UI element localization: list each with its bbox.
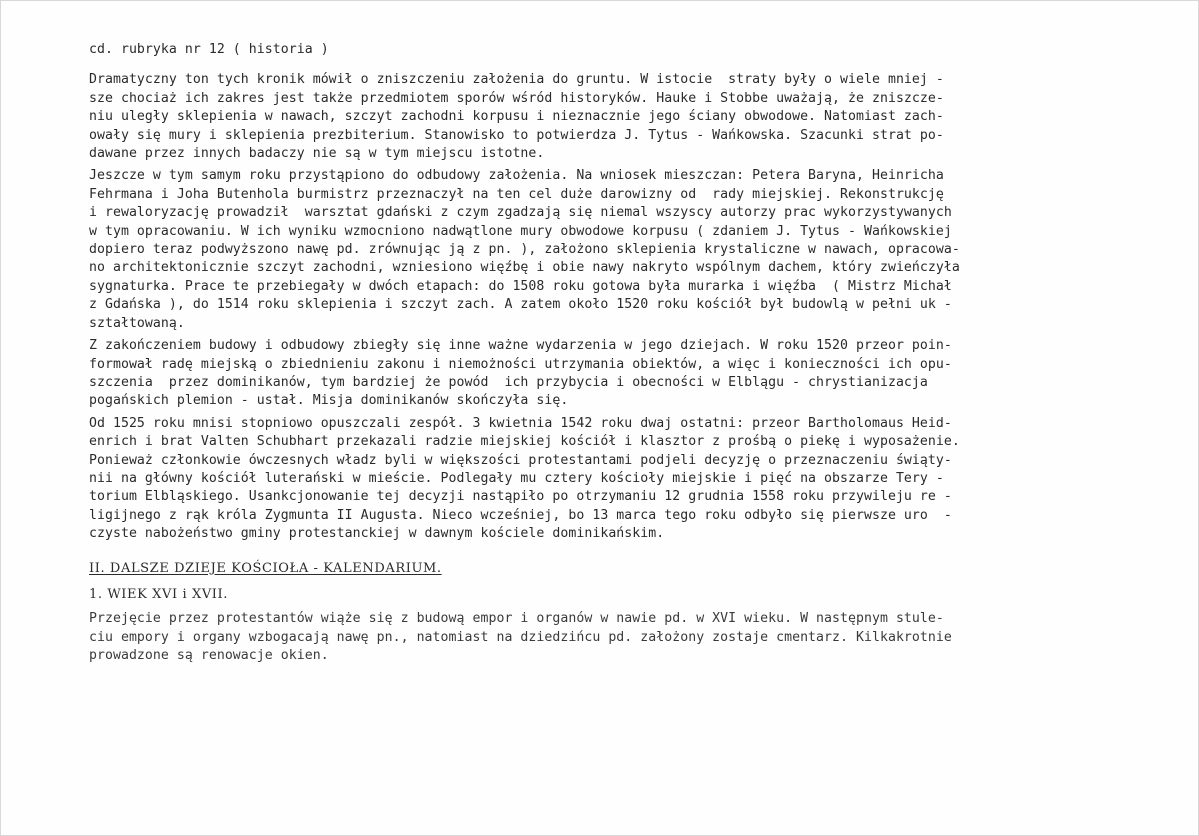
paragraph-destruction (89, 71, 1169, 163)
spacer (89, 548, 1169, 560)
text-line: nii na główny kościół luterański w mieście. Podlegały mu cztery kościoły miejskie i pięć na obszarze Tery - (89, 470, 944, 486)
text-line: no architektonicznie szczyt zachodni, wzniesiono więźbę i obie nawy nakryto wspólnym dachem, który zwieńczyła (89, 260, 960, 276)
text-line: owały się mury i sklepienia prezbiterium. Stanowisko to potwierdza J. Tytus - Wańkowska. Szacunki strat po- (89, 127, 944, 143)
text-line: czyste nabożeństwo gminy protestanckiej w dawnym kościele dominikańskim. (89, 526, 665, 542)
text-line: Ponieważ członkowie ówczesnych władz byli w większości protestantami podjeli decyzję o przeznaczeniu świąty- (89, 452, 952, 468)
text-line: ligijnego z rąk króla Zygmunta II Augusta. Nieco wcześniej, bo 13 marca tego roku odbyło się pierwsze uro - (89, 507, 952, 523)
typewritten-text (89, 41, 1169, 670)
text-line: Z zakończeniem budowy i odbudowy zbiegły się inne ważne wydarzenia w jego dziejach. W roku 1520 przeor poin- (89, 338, 952, 354)
subsection-title: 1. WIEK XVI i XVII. (89, 586, 229, 602)
text-line: pogańskich plemion - ustał. Misja dominikanów skończyła się. (89, 393, 569, 409)
text-line: ształtowaną. (89, 315, 185, 331)
paragraph-protestants (89, 415, 1169, 544)
text-line: enrich i brat Valten Schubhart przekazali radzie miejskiej kościół i klasztor z prośbą o piekę i wyposażenie. (89, 434, 960, 450)
text-line: w tym opracowaniu. W ich wyniku wzmocniono nadwątlone mury obwodowe korpusu ( zdaniem J. Tytus - Wańkowskiej (89, 223, 952, 239)
paragraph-reconstruction (89, 167, 1169, 333)
text-line: Od 1525 roku mnisi stopniowo opuszczali zespół. 3 kwietnia 1542 roku dwaj ostatni: przeor Bartholomaus Heid- (89, 415, 952, 431)
text-line: prowadzone są renowacje okien. (89, 648, 329, 664)
text-line: torium Elbląskiego. Usankcjonowanie tej decyzji nastąpiło po otrzymaniu 12 grudnia 1558 roku przywileju re - (89, 489, 952, 505)
text-line: Przejęcie przez protestantów wiąże się z budową empor i organów w nawie pd. w XVI wieku. W następnym stule- (89, 611, 944, 627)
text-line: z Gdańska ), do 1514 roku sklepienia i szczyt zach. A zatem około 1520 roku kościół był budowlą w pełni uk - (89, 297, 952, 313)
text-line: Dramatyczny ton tych kronik mówił o zniszczeniu założenia do gruntu. W istocie straty były o wiele mniej - (89, 72, 944, 88)
text-line: i rewaloryzację prowadził warsztat gdański z czym zgadzają się niemal wszyscy autorzy prac wykorzystywanych (89, 205, 952, 221)
text-line: formował radę miejską o zbiednieniu zakonu i niemożności utrzymania obiektów, a więc i konieczności ich opu- (89, 356, 952, 372)
text-line: sze chociaż ich zakres jest także przedmiotem sporów wśród historyków. Hauke i Stobbe uważają, że zniszcze- (89, 90, 944, 106)
rubric-header: cd. rubryka nr 12 ( historia ) (89, 42, 329, 57)
text-line: ciu empory i organy wzbogacają nawę pn., natomiast na dziedzińcu pd. założony zostaje cmentarz. Kilkakrotnie (89, 629, 952, 645)
section-title: II. DALSZE DZIEJE KOŚCIOŁA - KALENDARIUM. (89, 560, 442, 576)
text-line: Jeszcze w tym samym roku przystąpiono do odbudowy założenia. Na wniosek mieszczan: Petera Baryna, Heinricha (89, 168, 944, 184)
text-line: niu uległy sklepienia w nawach, szczyt zachodni korpusu i nieznacznie jego ściany obwodowe. Natomiast zach- (89, 109, 944, 125)
paragraph-dominicans (89, 337, 1169, 411)
text-line: szczenia przez dominikanów, tym bardziej że powód ich przybycia i obecności w Elblągu - chrystianizacja (89, 374, 928, 390)
text-line: dopiero teraz podwyższono nawę pd. zrównując ją z pn. ), założono sklepienia krystaliczne w nawach, opracowa- (89, 242, 960, 258)
text-line: Fehrmana i Joha Butenhola burmistrz przeznaczył na ten cel duże darowizny od rady miejskiej. Rekonstrukcję (89, 186, 944, 202)
text-line: sygnaturka. Prace te przebiegały w dwóch etapach: do 1508 roku gotowa była murarka i więźba ( Mistrz Michał (89, 278, 952, 294)
paragraph-closing (89, 610, 1169, 665)
text-line: dawane przez innych badaczy nie są w tym miejscu istotne. (89, 146, 545, 162)
